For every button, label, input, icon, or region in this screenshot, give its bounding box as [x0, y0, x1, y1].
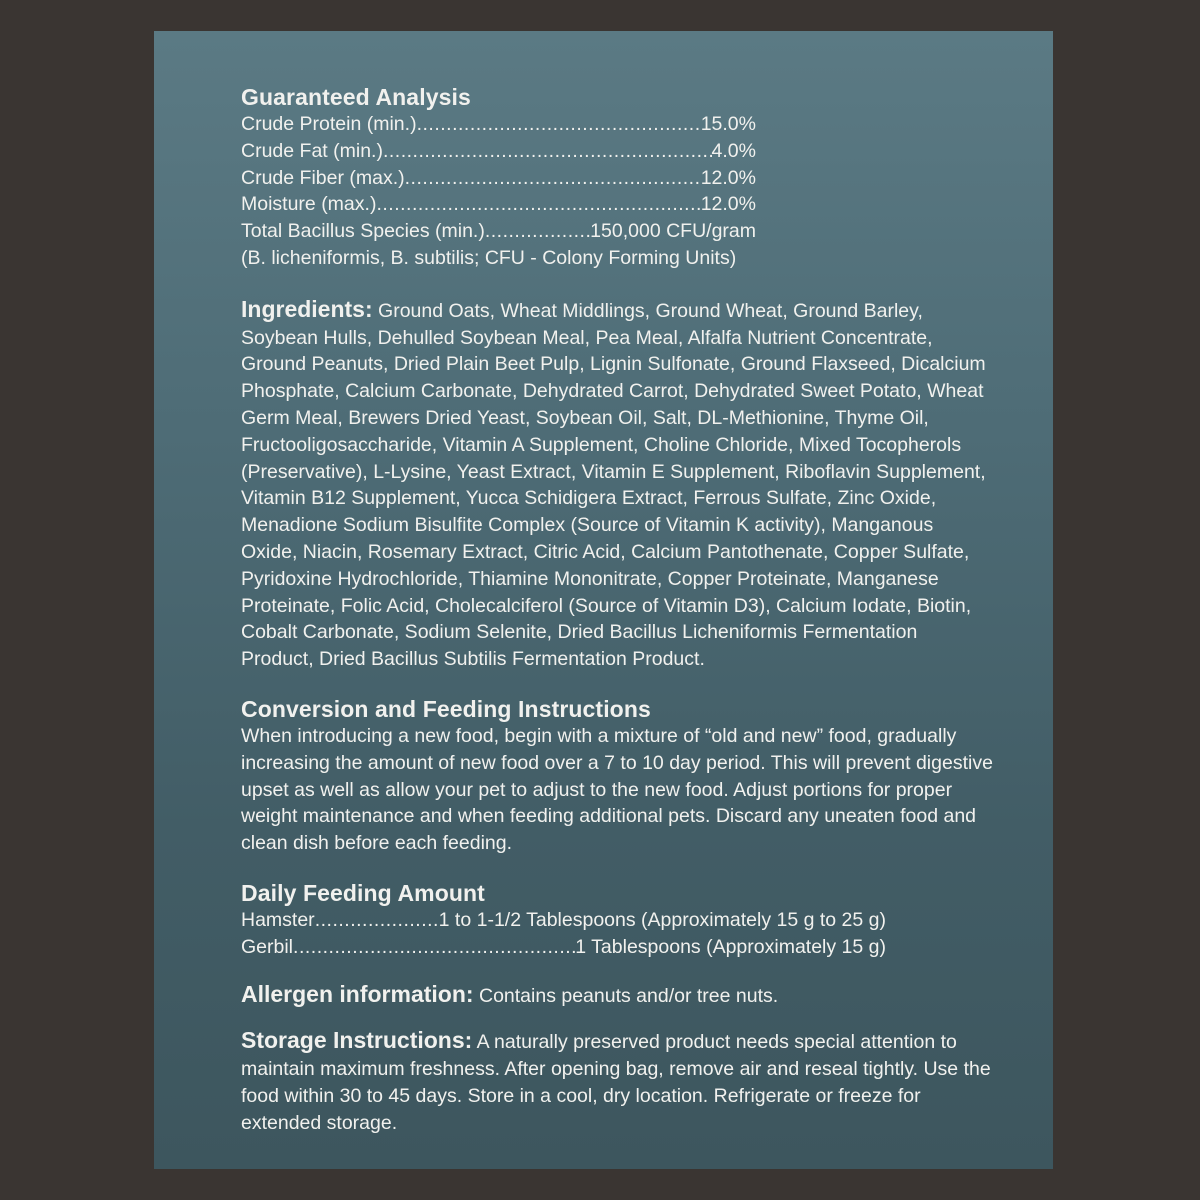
ingredients-text: Ground Oats, Wheat Middlings, Ground Wheat, Ground Barley, Soybean Hulls, Dehulled Soybean Meal, Pea Meal, Alfalfa Nutrient Concentrate, Ground Peanuts, Dried Plain Beet Pulp, Lignin Sulfonate, Ground Flaxseed, Dicalcium Phosphate, Calcium Carbonate, Dehydrated Carrot, Dehydrated Sweet Potato, Wheat Germ Meal, Brewers Dried Yeast, Soybean Oil, Salt, DL-Methionine, Thyme Oil, Fructooligosaccharide, Vitamin A Supplement, Choline Chloride, Mixed Tocopherols (Preservative), L-Lysine, Yeast Extract, Vitamin E Supplement, Riboflavin Supplement, Vitamin B12 Supplement, Yucca Schidigera Extract, Ferrous Sulfate, Zinc Oxide, Menadione Sodium Bisulfite Complex (Source of Vitamin K activity), Manganous Oxide, Niacin, Rosemary Extract, Citric Acid, Calcium Pantothenate, Copper Sulfate, Pyridoxine Hydrochloride, Thiamine Mononitrate, Copper Proteinate, Manganese Proteinate, Folic Acid, Cholecalciferol (Source of Vitamin D3), Calcium Iodate, Biotin, Cobalt Carbonate, Sodium Selenite, Dried Bacillus Licheniformis Fermentation Product, Dried Bacillus Subtilis Fermentation Product.: [241, 299, 986, 671]
conversion-heading: Conversion and Feeding Instructions: [241, 695, 651, 722]
analysis-row-moisture: [241, 191, 756, 218]
conversion-text: When introducing a new food, begin with a mixture of “old and new” food, gradually increasing the amount of new food over a 7 to 10 day period. This will prevent digestive upset as well as allow your pet to adjust to the new food. Adjust portions for proper weight maintenance and when feeding additional pets. Discard any uneaten food and clean dish before each feeding.: [241, 724, 993, 855]
storage-heading: Storage Instructions:: [241, 1027, 473, 1054]
analysis-value: 150,000 CFU/gram: [590, 220, 756, 243]
feeding-row-hamster: [241, 907, 886, 934]
feeding-value: 1 Tablespoons (Approximately 15 g): [575, 935, 886, 958]
ingredients-section: [241, 296, 993, 673]
analysis-label: Moisture (max.): [241, 193, 377, 216]
leader-dots: [485, 218, 590, 245]
feeding-row-gerbil: [241, 934, 886, 961]
analysis-row-crude-fiber: [241, 165, 756, 192]
guaranteed-analysis-heading: Guaranteed Analysis: [241, 84, 471, 110]
feeding-label: Hamster: [241, 908, 315, 931]
analysis-note: (B. licheniformis, B. subtilis; CFU - Colony Forming Units): [241, 246, 737, 269]
analysis-label: Crude Protein (min.): [241, 113, 417, 135]
analysis-row-bacillus: [241, 218, 756, 245]
analysis-value: 12.0%: [700, 193, 756, 216]
analysis-value: 4.0%: [711, 139, 756, 162]
feeding-value: 1 to 1-1/2 Tablespoons (Approximately 15 g to 25 g): [438, 908, 886, 931]
analysis-value: 12.0%: [700, 166, 756, 189]
leader-dots: [293, 934, 575, 961]
leader-dots: [315, 907, 439, 934]
daily-feeding-section: [241, 879, 993, 961]
conversion-section: [241, 695, 993, 857]
analysis-label: Crude Fat (min.): [241, 139, 383, 162]
analysis-label: Crude Fiber (max.): [241, 166, 405, 189]
analysis-label: Total Bacillus Species (min.): [241, 220, 485, 243]
daily-feeding-table: [241, 907, 993, 961]
analysis-row-crude-protein: [241, 111, 756, 138]
guaranteed-analysis-table: [241, 111, 993, 272]
feeding-label: Gerbil: [241, 935, 294, 958]
storage-section: [241, 1027, 993, 1136]
analysis-row-crude-fat: [241, 138, 756, 165]
guaranteed-analysis-section: [241, 83, 993, 272]
leader-dots: [383, 138, 712, 165]
ingredients-heading: Ingredients:: [241, 295, 373, 322]
allergen-section: [241, 981, 993, 1010]
leader-dots: [405, 165, 701, 192]
analysis-value: 15.0%: [700, 113, 756, 135]
allergen-text: Contains peanuts and/or tree nuts.: [478, 984, 779, 1007]
storage-text: A naturally preserved product needs special attention to maintain maximum freshness. After opening bag, remove air and reseal tightly. Use the food within 30 to 45 days. Store in a cool, dry location. Refrigerate or freeze for extended storage.: [241, 1031, 991, 1134]
leader-dots: [376, 191, 700, 218]
label-panel: [154, 31, 1053, 1169]
allergen-heading: Allergen information:: [241, 980, 474, 1007]
leader-dots: [417, 111, 701, 138]
daily-feeding-heading: Daily Feeding Amount: [241, 879, 485, 906]
